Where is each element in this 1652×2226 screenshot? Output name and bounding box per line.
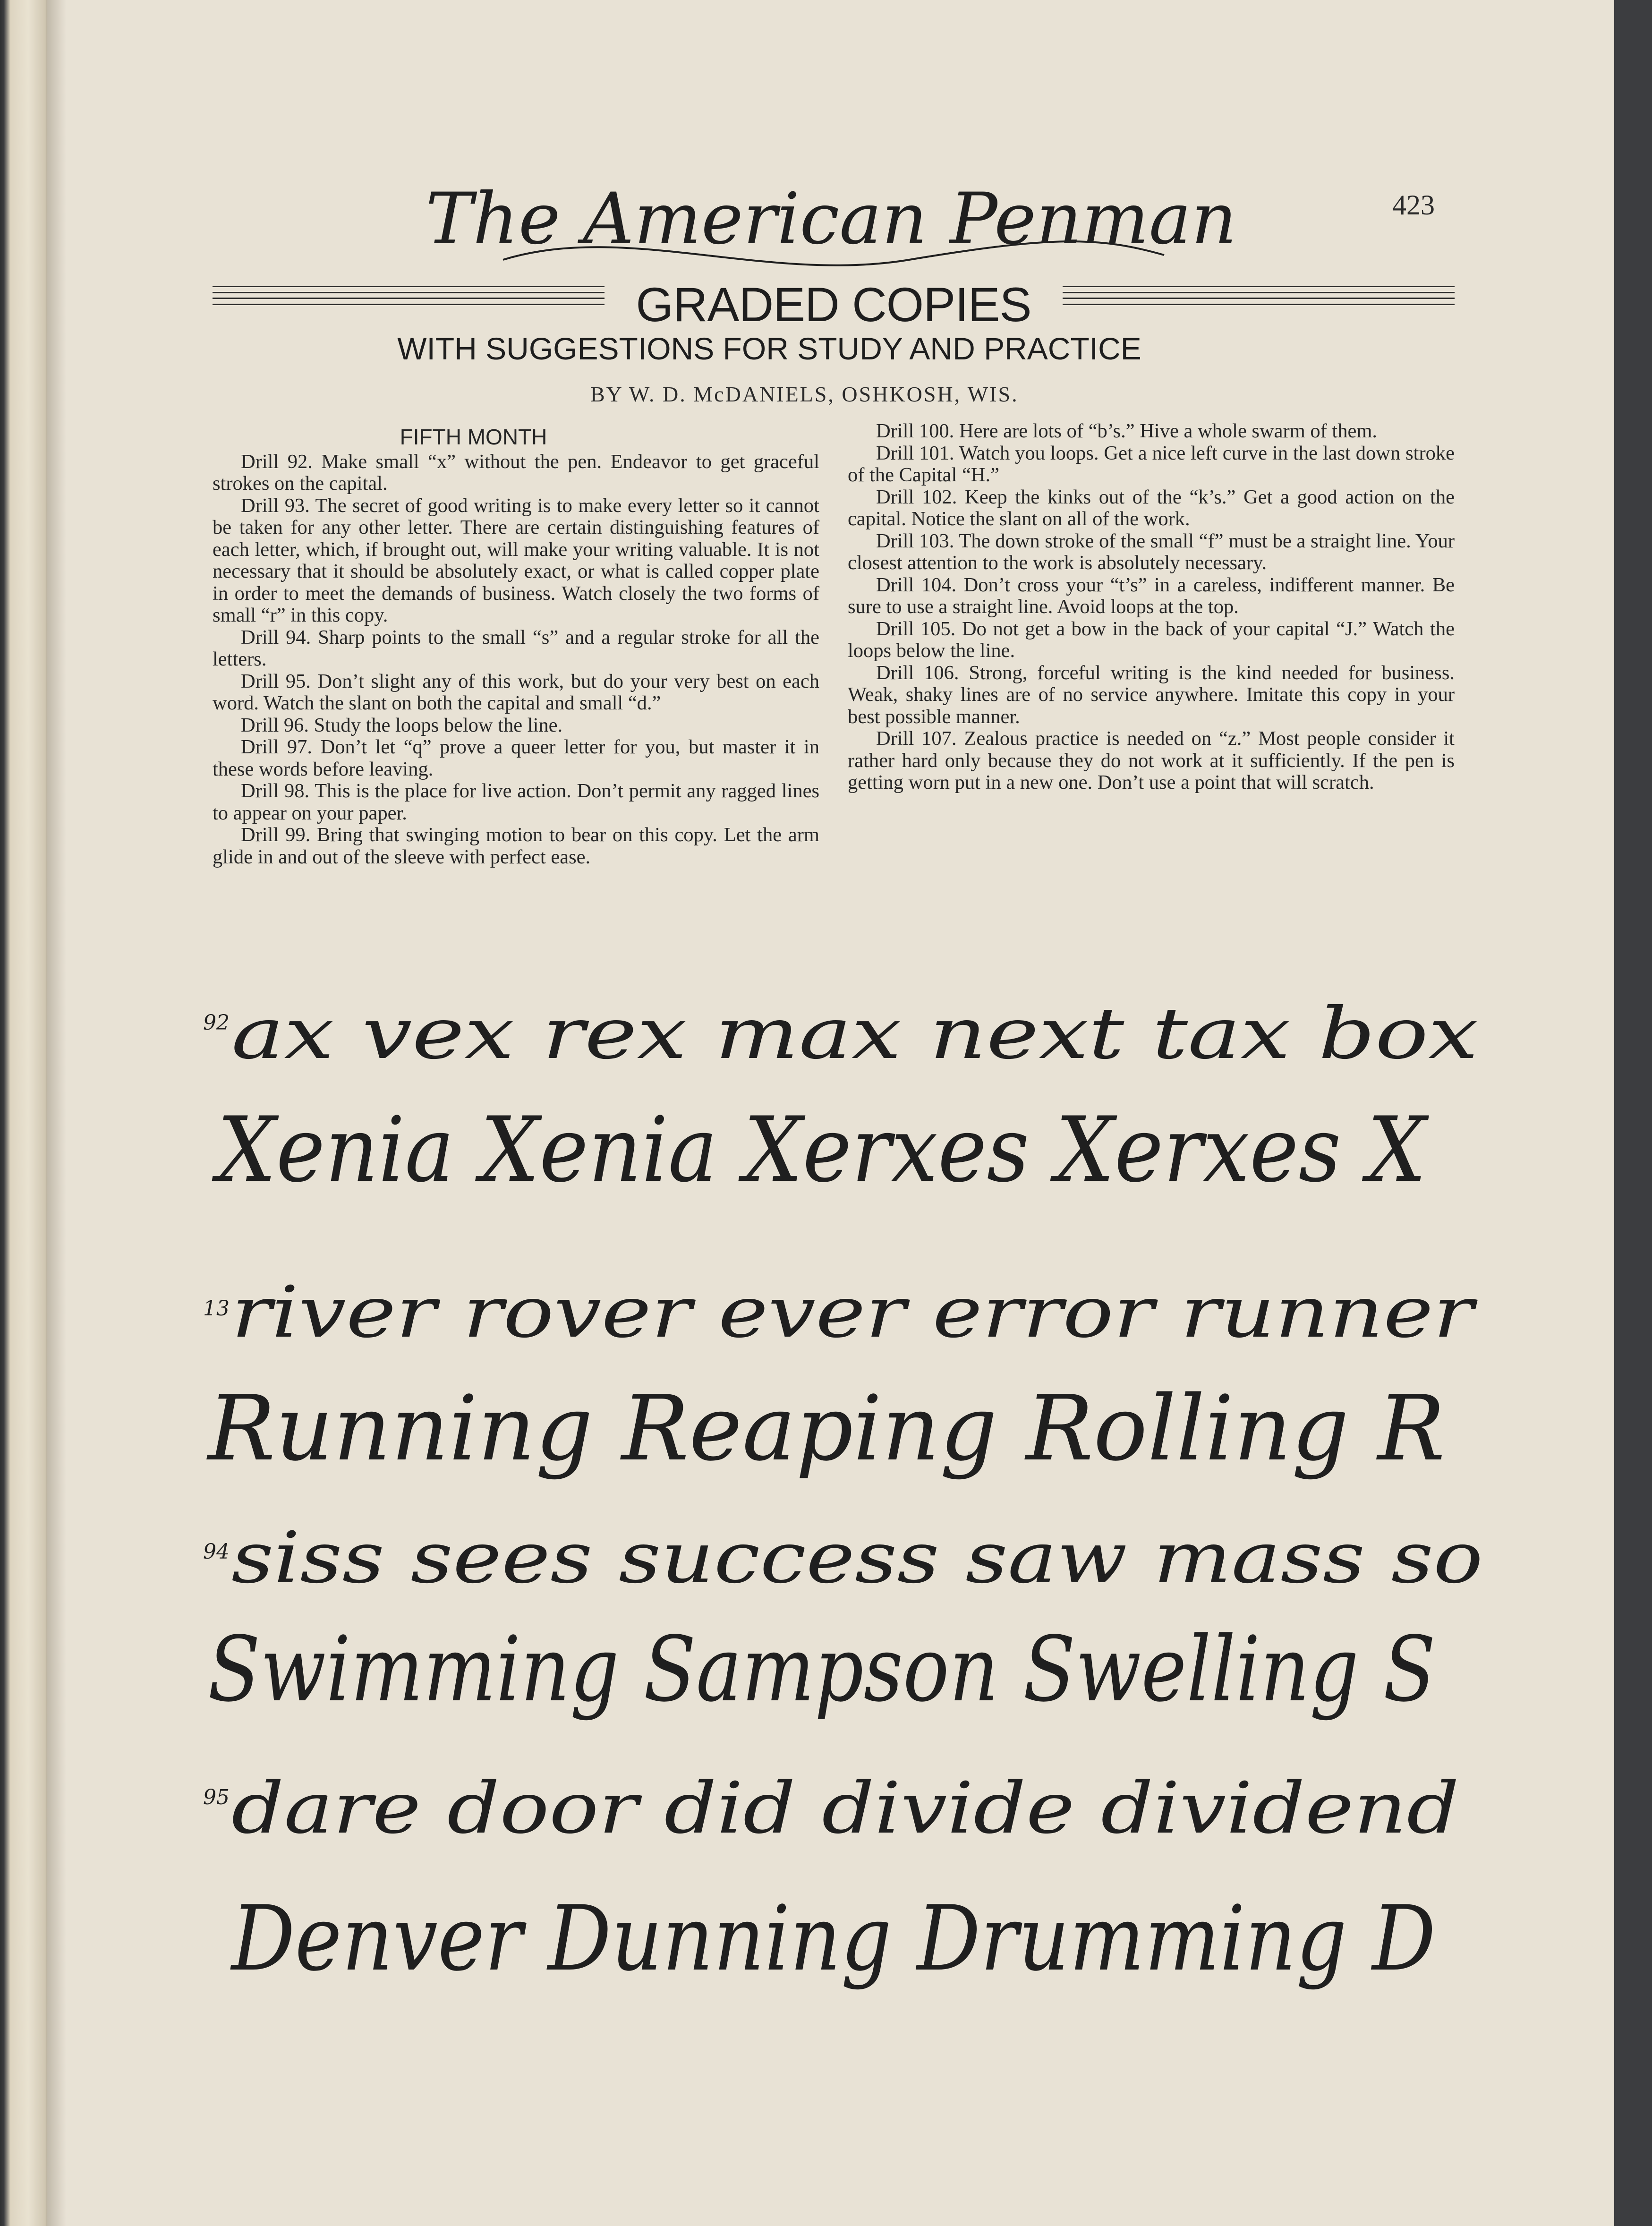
drill-paragraph: Drill 100. Here are lots of “b’s.” Hive a whole swarm of them. (876, 420, 1378, 442)
drill-paragraph: Drill 92. Make small “x” without the pen. Endeavor to get graceful strokes on the capital. (213, 450, 819, 495)
drill-paragraph: Drill 94. Sharp points to the small “s” and a regular stroke for all the letters. (213, 626, 819, 670)
drill-paragraph: Drill 105. Do not get a bow in the back of your capital “J.” Watch the loops below the line. (848, 617, 1455, 662)
magazine-page (47, 0, 1614, 2226)
book-spine-gutter (0, 0, 52, 2226)
drill-paragraph: Drill 107. Zealous practice is needed on “z.” Most people consider it rather hard only because they do not work at it sufficiently. If the pen is getting worn put in a new one. Don’t use a point that will scratch. (848, 727, 1455, 793)
copy-line: siss sees success saw mass so (231, 1517, 1483, 1599)
byline: BY W. D. McDANIELS, OSHKOSH, WIS. (590, 382, 1019, 406)
copy-line: Running Reaping Rolling R (206, 1376, 1445, 1481)
copy-number: 13 (203, 1296, 230, 1321)
drill-paragraph: Drill 104. Don’t cross your “t’s” in a careless, indifferent manner. Be sure to use a straight line. Avoid loops at the top. (848, 573, 1455, 618)
title-banner (213, 272, 1455, 338)
page-number: 423 (1392, 189, 1435, 221)
masthead-text: The American Penman (426, 178, 1237, 260)
copy-line: Denver Dunning Drumming D (230, 1886, 1436, 1991)
title-rule-left (213, 286, 605, 314)
copy-line: Swimming Sampson Swelling S (208, 1617, 1436, 1722)
right-column (848, 420, 1455, 794)
copy-number: 92 (203, 1011, 230, 1035)
drill-paragraph: Drill 101. Watch you loops. Get a nice left curve in the last down stroke of the Capital “H.” (848, 442, 1455, 486)
drill-paragraph: Drill 97. Don’t let “q” prove a queer letter for you, but master it in these words before leaving. (213, 736, 819, 780)
drill-paragraph: Drill 96. Study the loops below the line. (241, 714, 563, 736)
subtitle: WITH SUGGESTIONS FOR STUDY AND PRACTICE (397, 331, 1141, 366)
handwriting-copies (203, 968, 1488, 2055)
section-heading: FIFTH MONTH (400, 425, 547, 449)
copy-number: 95 (203, 1785, 230, 1809)
copy-line: ax vex rex max next tax box (231, 993, 1478, 1075)
drill-paragraph: Drill 106. Strong, forceful writing is the kind needed for business. Weak, shaky lines are of no service anywhere. Imitate this copy in your best possible manner. (848, 661, 1455, 728)
title-rule-right (1063, 286, 1455, 314)
drill-paragraph: Drill 99. Bring that swinging motion to bear on this copy. Let the arm glide in and out of the sleeve with perfect ease. (213, 824, 819, 868)
drill-paragraph: Drill 95. Don’t slight any of this work, but do your very best on each word. Watch the slant on both the capital and small “d.” (213, 670, 819, 714)
page-title: GRADED COPIES (636, 278, 1031, 332)
drill-paragraph: Drill 98. This is the place for live action. Don’t permit any ragged lines to appear on your paper. (213, 780, 819, 824)
left-column (213, 426, 819, 868)
drill-paragraph: Drill 102. Keep the kinks out of the “k’s.” Get a good action on the capital. Notice the slant on all of the work. (848, 486, 1455, 530)
drill-paragraph: Drill 103. The down stroke of the small “f” must be a straight line. Your closest attention to the work is absolutely necessary. (848, 529, 1455, 574)
copy-line: river rover ever error runner (231, 1271, 1478, 1354)
drill-paragraph: Drill 93. The secret of good writing is to make every letter so it cannot be taken for any other letter. There are certain distinguishing features of each letter, which, if brought out, will make your writing valuable. It is not necessary that it should be absolutely exact, or what is called copper plate in order to meet the demands of business. Watch closely the two forms of small “r” in this copy. (213, 494, 819, 626)
copy-line: dare door did divide dividend (231, 1767, 1459, 1850)
copy-number: 94 (203, 1540, 230, 1564)
masthead-logo (426, 165, 1237, 279)
copy-line: Xenia Xenia Xerxes Xerxes X (212, 1098, 1430, 1202)
